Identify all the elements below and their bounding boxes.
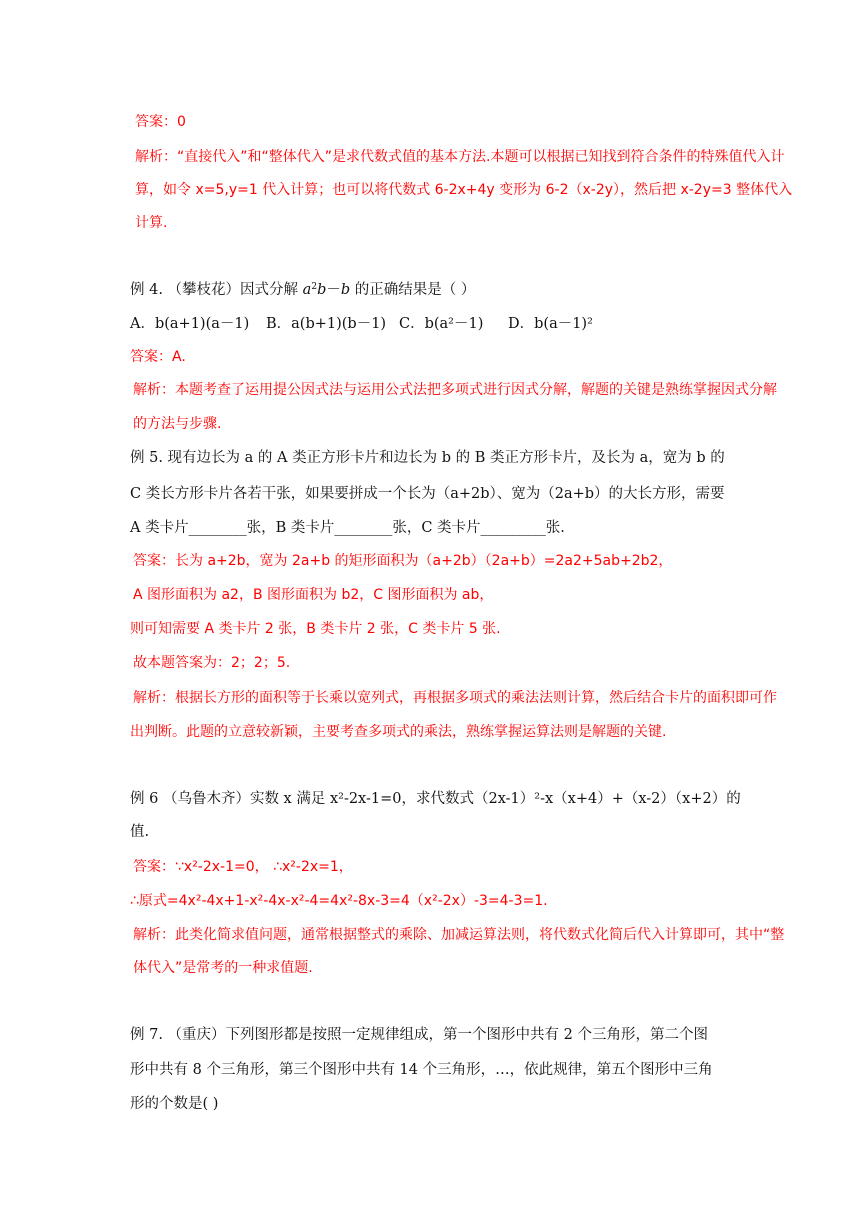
ex4-option-b: B．a(b+1)(b－1)	[266, 316, 387, 332]
ex4-question	[130, 280, 475, 300]
ex6-answer-line-1: 答案：∵x²-2x-1=0， ∴x²-2x=1，	[133, 859, 353, 875]
ex4-expr-c: b	[340, 282, 351, 298]
ex5-question-line-2: C 类长方形卡片各若干张，如果要拼成一个长为（a+2b）、宽为（2a+b）的大长方形，需要	[130, 486, 725, 502]
ex5-analysis-line-1: 解析：根据长方形的面积等于长乘以宽列式，再根据多项式的乘法法则计算，然后结合卡片的面积即可作	[133, 690, 777, 706]
ex5-question-line-3: A 类卡片________张，B 类卡片________张，C 类卡片_________张.	[130, 520, 565, 536]
ex5-answer-line-3: 则可知需要 A 类卡片 2 张，B 类卡片 2 张，C 类卡片 5 张.	[130, 621, 501, 637]
ex6-analysis-line-1: 解析：此类化简求值问题，通常根据整式的乘除、加减运算法则，将代数式化简后代入计算即可，其中“整	[133, 927, 785, 943]
ex7-question-line-1: 例 7. （重庆）下列图形都是按照一定规律组成，第一个图形中共有 2 个三角形，第二个图	[130, 1027, 708, 1043]
ex4-expr-a: a	[302, 282, 312, 298]
ex7-question-line-3: 形的个数是( )	[130, 1096, 219, 1112]
ex4-expr-b: b	[317, 282, 327, 298]
ex5-analysis-line-2: 出判断。此题的立意较新颖，主要考查多项式的乘法，熟练掌握运算法则是解题的关键.	[130, 724, 667, 740]
ex5-answer-line-1: 答案：长为 a+2b，宽为 2a+b 的矩形面积为（a+2b）（2a+b）=2a2+5ab+2b2，	[133, 553, 673, 569]
ex4-expr-sup: 2	[311, 282, 318, 292]
ex7-question-line-2: 形中共有 8 个三角形，第三个图形中共有 14 个三角形，…，依此规律，第五个图形中三角	[130, 1062, 713, 1078]
ex3-answer: 答案：0	[135, 114, 186, 130]
ex5-question-line-1: 例 5. 现有边长为 a 的 A 类正方形卡片和边长为 b 的 B 类正方形卡片，及长为 a，宽为 b 的	[130, 450, 725, 466]
ex4-option-c: C．b(a²－1)	[399, 316, 484, 332]
ex3-analysis-line-1: 解析：“直接代入”和“整体代入”是求代数式值的基本方法.本题可以根据已知找到符合条件的特殊值代入计	[135, 149, 785, 165]
ex4-option-a: A．b(a+1)(a－1)	[130, 316, 250, 332]
ex3-analysis-line-2: 算，如令 x=5,y=1 代入计算；也可以将代数式 6-2x+4y 变形为 6-2（x-2y），然后把 x-2y=3 整体代入	[135, 182, 793, 198]
ex4-answer: 答案：A.	[130, 349, 186, 365]
ex4-analysis-line-1: 解析：本题考查了运用提公因式法与运用公式法把多项式进行因式分解，解题的关键是熟练掌握因式分解	[133, 382, 777, 398]
ex4-question-suffix: 的正确结果是（ ）	[350, 282, 476, 298]
ex6-answer-line-2: ∴原式=4x²-4x+1-x²-4x-x²-4=4x²-8x-3=4（x²-2x）-3=4-3=1.	[130, 893, 548, 909]
ex4-question-prefix: 例 4. （攀枝花）因式分解	[130, 282, 303, 298]
ex5-answer-line-4: 故本题答案为：2；2；5.	[133, 655, 291, 671]
ex6-question-line-2: 值.	[130, 824, 150, 840]
ex4-analysis-line-2: 的方法与步骤.	[133, 416, 222, 432]
ex5-answer-line-2: A 图形面积为 a2，B 图形面积为 b2，C 图形面积为 ab，	[133, 587, 494, 603]
ex3-analysis-line-3: 计算.	[135, 215, 168, 231]
ex6-analysis-line-2: 体代入”是常考的一种求值题.	[133, 960, 313, 976]
ex4-option-d: D．b(a－1)²	[508, 316, 593, 332]
ex4-minus: －	[326, 282, 341, 298]
ex6-question-line-1: 例 6 （乌鲁木齐）实数 x 满足 x²-2x-1=0，求代数式（2x-1）²-x（x+4）+（x-2）（x+2）的	[130, 791, 741, 807]
